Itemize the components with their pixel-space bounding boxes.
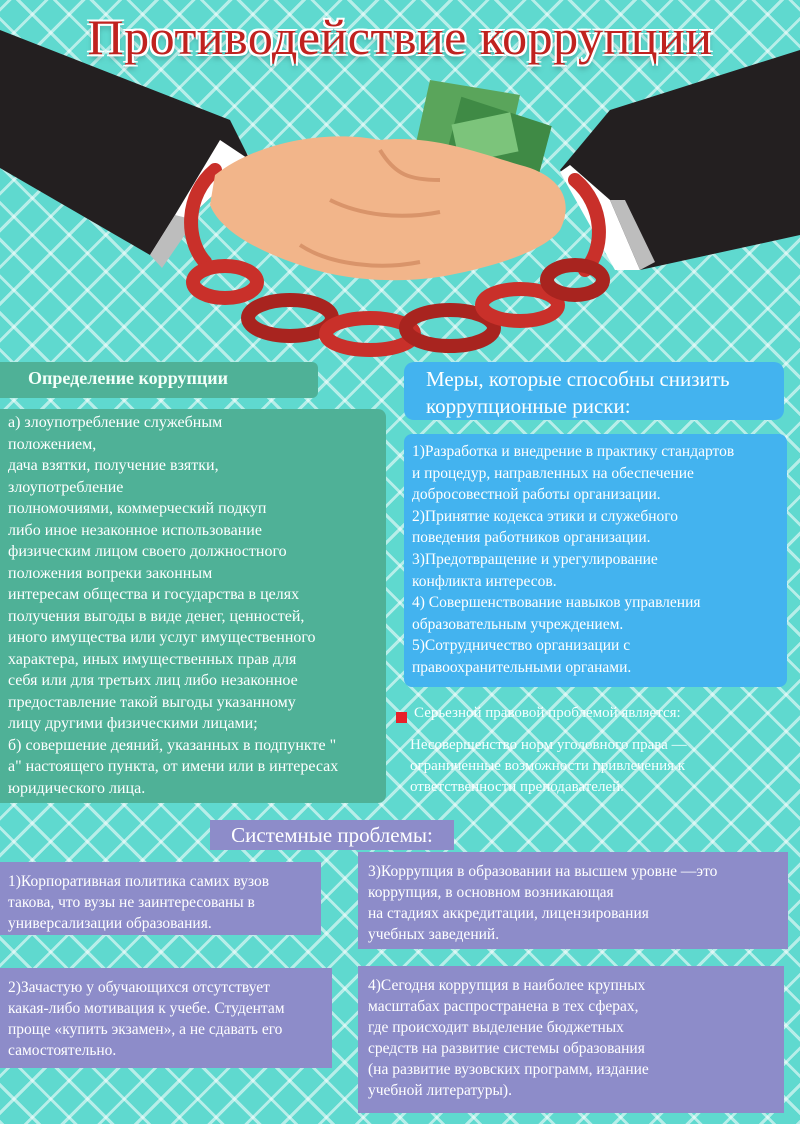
systemic-problems-heading: Системные проблемы: bbox=[210, 820, 454, 850]
systemic-problem-1: 1)Корпоративная политика самих вузов такова, что вузы не заинтересованы в универсализации образования. bbox=[0, 862, 321, 935]
page-title: Противодействие коррупции bbox=[87, 9, 713, 65]
systemic-problem-4: 4)Сегодня коррупция в наиболее крупных масштабах распространена в тех сферах, где происходит выделение бюджетных средств на развитие системы образования (на развитие вузовских программ, издание учебной литературы). bbox=[358, 966, 784, 1113]
legal-problem-title: Серьезной правовой проблемой является: bbox=[414, 705, 681, 721]
definition-text: а) злоупотребление служебным положением, дача взятки, получение взятки, злоупотребление полномочиями, коммерческий подкуп либо иное незаконное использование физическим лицом своего должностного положения вопреки законным интересам общества и государства в целях получения выгоды в виде денег, ценностей, иного имущества или услуг имущественного характера, иных имущественных прав для себя или для третьих лиц либо незаконное предоставление такой выгоды указанному лицу другими физическими лицами; б) совершение деяний, указанных в подпункте " а" настоящего пункта, от имени или в интересах юридического лица. bbox=[0, 409, 386, 803]
legal-problem-text: Несовершенство норм уголовного права — ограниченные возможности привлечения к ответственности преподавателей. bbox=[410, 737, 687, 795]
definition-heading: Определение коррупции bbox=[0, 362, 318, 398]
systemic-problem-3: 3)Коррупция в образовании на высшем уровне —это коррупция, в основном возникающая на стадиях аккредитации, лицензирования учебных заведений. bbox=[358, 852, 788, 949]
measures-heading: Меры, которые способны снизить коррупционные риски: bbox=[404, 362, 784, 420]
square-bullet-icon bbox=[396, 712, 407, 723]
systemic-problem-2: 2)Зачастую у обучающихся отсутствует какая-либо мотивация к учебе. Студентам проще «купить экзамен», а не сдавать его самостоятельно. bbox=[0, 968, 332, 1068]
measures-list: 1)Разработка и внедрение в практику стандартов и процедур, направленных на обеспечение добросовестной работы организации. 2)Принятие кодекса этики и служебного поведения работников организации. 3)Предотвращение и урегулирование конфликта интересов. 4) Совершенствование навыков управления образовательным учреждением. 5)Сотрудничество организации с правоохранительными органами. bbox=[404, 434, 787, 687]
